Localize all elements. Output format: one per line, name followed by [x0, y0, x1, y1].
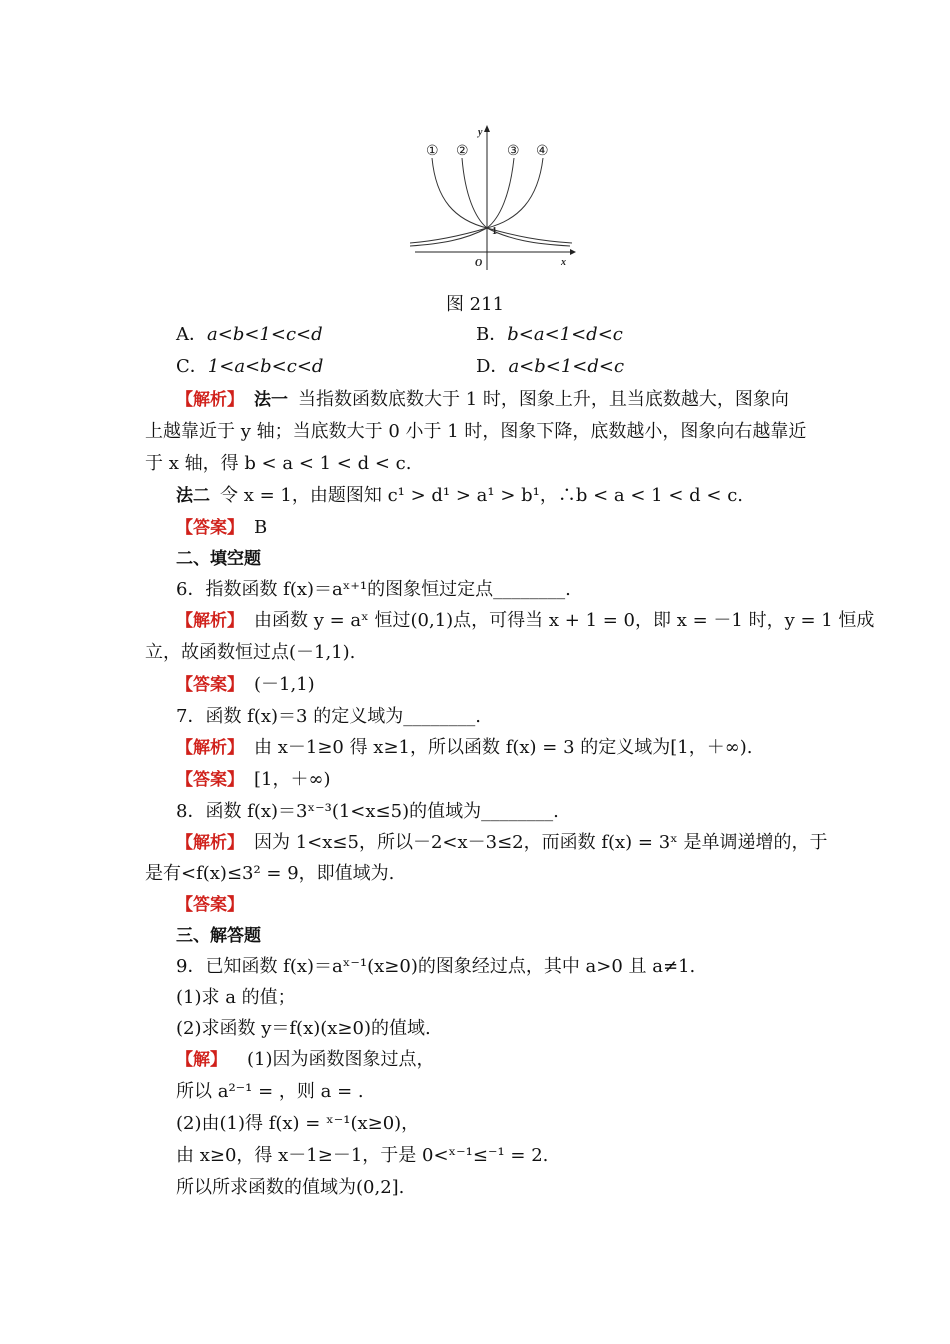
- q9-solution-text-1: (1)因为函数图象过点，: [247, 1049, 435, 1070]
- option-b-label: B．: [476, 324, 508, 345]
- section-fill-in-title: 二、填空题: [176, 549, 261, 569]
- curve-label-4: ④: [536, 144, 549, 159]
- option-b: [476, 323, 623, 347]
- one-label: 1: [492, 226, 497, 237]
- q5-analysis-line3: 于 x 轴，得 b < a < 1 < d < c.: [145, 453, 412, 474]
- q9-stem: 9．已知函数 f(x)＝aˣ⁻¹(x≥0)的图象经过点，其中 a>0 且 a≠1.: [176, 956, 696, 977]
- answer-tag: 【答案】: [176, 895, 244, 915]
- option-a-label: A．: [176, 324, 207, 345]
- q5-text-4: 令 x = 1，由题图知 c¹ > d¹ > a¹ > b¹，∴b < a < 1 < d < c.: [220, 485, 744, 506]
- option-b-text: b<a<1<d<c: [507, 324, 623, 345]
- q5-analysis-line2: 上越靠近于 y 轴；当底数大于 0 小于 1 时，图象下降，底数越小，图象向右越靠近: [145, 421, 807, 442]
- option-d: [476, 355, 624, 379]
- q6-answer: [176, 673, 315, 697]
- option-c-label: C．: [176, 356, 208, 377]
- q6-stem: 6．指数函数 f(x)＝aˣ⁺¹的图象恒过定点________.: [176, 579, 571, 600]
- option-c-text: 1<a<b<c<d: [207, 356, 324, 377]
- q8-analysis-line2: 是有<f(x)≤3² = 9，即值域为.: [145, 863, 395, 884]
- q6-text-1: 由函数 y = aˣ 恒过(0,1)点，可得当 x + 1 = 0，即 x = －1 时，y = 1 恒成: [254, 610, 875, 631]
- q7-analysis-line1: [176, 736, 752, 760]
- analysis-tag: 【解析】: [176, 611, 244, 631]
- q5-text-1: 当指数函数底数大于 1 时，图象上升，且当底数越大，图象向: [298, 389, 789, 410]
- q5-answer-value: B: [254, 517, 268, 538]
- q9-solution-line5: 所以所求函数的值域为(0,2].: [176, 1177, 405, 1198]
- origin-label: O: [475, 258, 483, 269]
- answer-tag: 【答案】: [176, 518, 244, 538]
- curve-label-3: ③: [507, 144, 520, 159]
- q8-stem: 8．函数 f(x)＝3ˣ⁻³(1<x≤5)的值域为________.: [176, 801, 559, 822]
- q5-method2-line: [176, 484, 743, 508]
- curve-label-1: ①: [426, 144, 439, 159]
- q8-answer: [176, 893, 244, 917]
- exponential-graph-figure: [410, 120, 580, 280]
- q9-solution-line2: 所以 a²⁻¹ = ，则 a = .: [176, 1081, 364, 1102]
- q9-part2: (2)求函数 y＝f(x)(x≥0)的值域.: [176, 1018, 431, 1039]
- answer-tag: 【答案】: [176, 675, 244, 695]
- q9-solution-line1: [176, 1048, 435, 1072]
- curve-label-2: ②: [456, 144, 469, 159]
- section-solution-title: 三、解答题: [176, 926, 261, 946]
- q8-analysis-line1: [176, 831, 828, 855]
- q7-stem: 7．函数 f(x)＝3 的定义域为________.: [176, 706, 481, 727]
- q5-answer: [176, 516, 267, 540]
- analysis-tag: 【解析】: [176, 833, 244, 853]
- q9-solution-line4: 由 x≥0，得 x－1≥－1，于是 0<ˣ⁻¹≤⁻¹ = 2.: [176, 1145, 549, 1166]
- q7-answer-value: [1，＋∞): [254, 769, 331, 790]
- y-axis-arrow: [484, 125, 490, 132]
- q7-answer: [176, 768, 331, 792]
- q6-analysis-line1: [176, 609, 874, 633]
- answer-tag: 【答案】: [176, 770, 244, 790]
- analysis-tag: 【解析】: [176, 738, 244, 758]
- q9-part1: (1)求 a 的值；: [176, 987, 296, 1008]
- graph-svg: [410, 120, 580, 280]
- curve-1: [432, 158, 572, 243]
- curve-4: [410, 158, 543, 243]
- analysis-tag: 【解析】: [176, 390, 244, 410]
- axis-label-x: x: [561, 257, 566, 268]
- option-a-text: a<b<1<c<d: [207, 324, 323, 345]
- option-a: [176, 323, 323, 347]
- method-one-label: 法一: [254, 390, 288, 410]
- solution-tag: 【解】: [176, 1050, 227, 1070]
- q7-text-1: 由 x－1≥0 得 x≥1，所以函数 f(x) = 3 的定义域为[1，＋∞).: [254, 737, 753, 758]
- method-two-label: 法二: [176, 486, 210, 506]
- axis-label-y: y: [478, 127, 483, 138]
- q8-text-1: 因为 1<x≤5，所以－2<x－3≤2，而函数 f(x) = 3ˣ 是单调递增的，于: [254, 832, 828, 853]
- q6-analysis-line2: 立，故函数恒过点(－1,1).: [145, 642, 356, 663]
- q5-analysis-line1: [176, 388, 789, 412]
- x-axis-arrow: [570, 249, 576, 255]
- option-c: [176, 355, 323, 379]
- q9-solution-line3: (2)由(1)得 f(x) = ˣ⁻¹(x≥0)，: [176, 1113, 420, 1134]
- option-d-label: D．: [476, 356, 509, 377]
- figure-caption: 图 211: [445, 294, 505, 315]
- q6-answer-value: (－1,1): [254, 674, 315, 695]
- option-d-text: a<b<1<d<c: [508, 356, 625, 377]
